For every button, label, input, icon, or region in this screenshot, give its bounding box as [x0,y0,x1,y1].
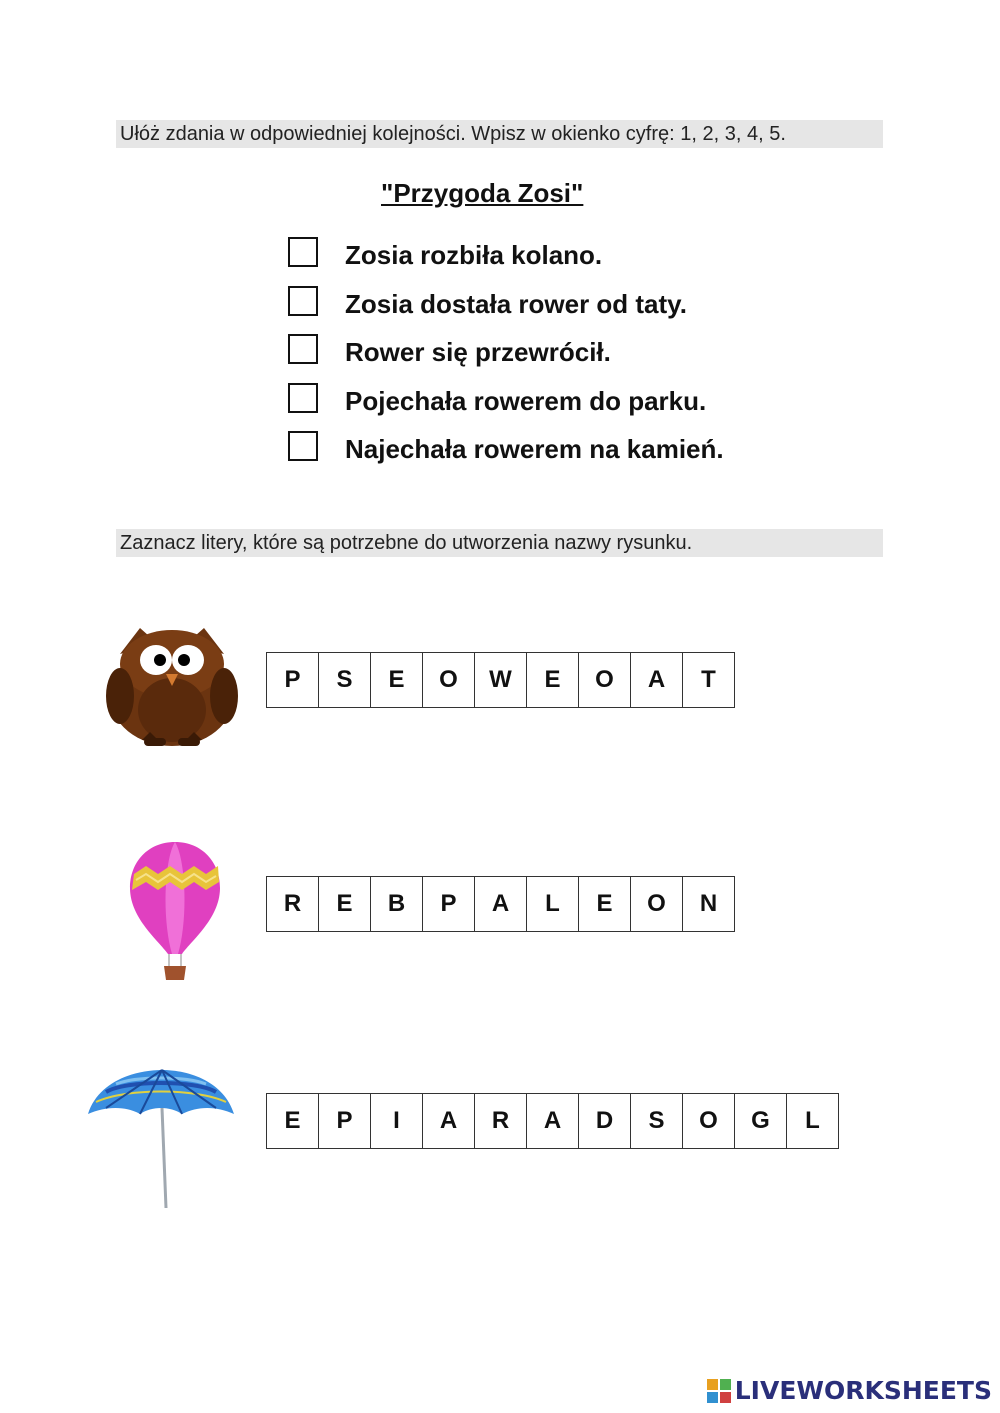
order-input-box[interactable] [288,334,318,364]
letter-cell[interactable]: O [579,652,631,708]
sentence-text: Zosia dostała rower od taty. [345,289,687,319]
letter-cell[interactable]: I [371,1093,423,1149]
letter-row-balloon [266,876,735,932]
letter-cell[interactable]: A [423,1093,475,1149]
letter-cell[interactable]: S [319,652,371,708]
owl-icon [106,624,238,755]
beach-umbrella-icon [86,1068,236,1215]
letter-cell[interactable]: E [579,876,631,932]
letter-cell[interactable]: E [267,1093,319,1149]
letter-cell[interactable]: L [787,1093,839,1149]
instruction-select-letters: Zaznacz litery, które są potrzebne do utworzenia nazwy rysunku. [116,529,883,557]
letter-cell[interactable]: P [267,652,319,708]
sentence-text: Pojechała rowerem do parku. [345,386,707,416]
letter-cell[interactable]: O [683,1093,735,1149]
sentence-text: Zosia rozbiła kolano. [345,240,603,270]
letter-cell[interactable]: A [631,652,683,708]
instruction-order-sentences: Ułóż zdania w odpowiedniej kolejności. Wpisz w okienko cyfrę: 1, 2, 3, 4, 5. [116,120,883,148]
logo-grid-icon [707,1379,731,1403]
order-input-box[interactable] [288,383,318,413]
letter-cell[interactable]: P [319,1093,371,1149]
letter-cell[interactable]: R [475,1093,527,1149]
letter-cell[interactable]: E [527,652,579,708]
letter-cell[interactable]: S [631,1093,683,1149]
liveworksheets-logo [707,1376,992,1405]
letter-cell[interactable]: E [371,652,423,708]
letter-row-owl [266,652,735,708]
letter-cell[interactable]: O [631,876,683,932]
letter-cell[interactable]: E [319,876,371,932]
logo-text: LIVEWORKSHEETS [734,1376,992,1405]
letter-cell[interactable]: A [475,876,527,932]
letter-cell[interactable]: B [371,876,423,932]
sentence-text: Najechała rowerem na kamień. [345,434,724,464]
order-input-box[interactable] [288,286,318,316]
letter-cell[interactable]: D [579,1093,631,1149]
order-input-box[interactable] [288,237,318,267]
letter-cell[interactable]: G [735,1093,787,1149]
letter-cell[interactable]: A [527,1093,579,1149]
hot-air-balloon-icon [128,840,222,989]
letter-row-umbrella [266,1093,839,1149]
letter-cell[interactable]: T [683,652,735,708]
letter-cell[interactable]: O [423,652,475,708]
sentence-text: Rower się przewrócił. [345,337,611,367]
letter-cell[interactable]: W [475,652,527,708]
letter-cell[interactable]: N [683,876,735,932]
letter-cell[interactable]: L [527,876,579,932]
order-input-box[interactable] [288,431,318,461]
letter-cell[interactable]: R [267,876,319,932]
story-title: "Przygoda Zosi" [381,178,584,208]
letter-cell[interactable]: P [423,876,475,932]
